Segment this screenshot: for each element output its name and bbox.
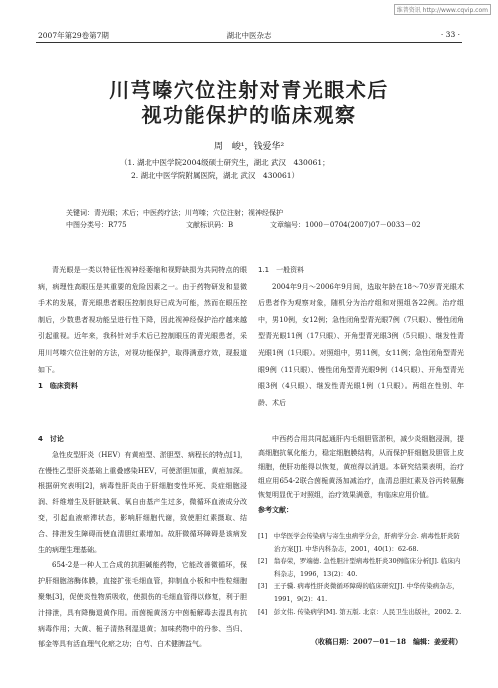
page-number: · 33 · — [440, 30, 460, 39]
general-data-column — [258, 262, 464, 411]
article-title-line2: 视功能保护的临床观察 — [141, 103, 357, 127]
authors: 周 峻¹，钱爱华² — [213, 142, 285, 152]
affiliation-2: 2. 湖北中医学院附属医院，湖北 武汉 430061） — [131, 171, 300, 180]
keywords: 关键词：青光眼；术后；中医药疗法；川芎嗪；穴位注射；视神经保护 — [66, 209, 283, 217]
watermark-stamp: 维普资讯 http://www.cqvip.com — [394, 4, 491, 15]
reference-item: [4] 彭文伟. 传染病学[M]. 第五版. 北京：人民卫生出版社，2002. 2. — [258, 607, 462, 616]
discussion-paragraph-1: 急性皮型肝炎（HEV）有黄疸型、淤胆型、病程长的特点[1]，在慢性乙型肝炎基础上重叠感染HEV，可使淤胆加重，黄疸加深。根据研究表明[2]，病毒性肝炎由于肝细胞变性坏死、炎症细胞浸润、纤维增生及肝脏缺氧、氧自由基产生过多，微循环血液成分改变，引起血液瘀滞状态，影响肝细胞代谢，致使胆红素摄取、结合、排泄发生障碍而使血清胆红素增加。故肝微循环障碍是该病发生的病理生理基础。 — [38, 450, 247, 554]
conclusion-column — [258, 432, 464, 517]
received-date: （收稿日期：2007－01－18 编辑：姜爱莉） — [311, 637, 462, 646]
conclusion-paragraph: 中西药合用共同起通肝内毛细胆管淤积，减少炎细胞浸润，提高细胞抗氧化能力，稳定细胞膜结构，从而保护肝细胞及胆管上皮细胞，使肝功能得以恢复，黄疸得以消退。本研究结果表明，治疗组应用654-2联合茵栀黄汤加减治疗，血清总胆红素及谷丙转氨酶恢复明显优于对照组，治疗效果满意，有临床应用价值。 — [258, 435, 464, 499]
article-title-line1: 川芎嗪穴位注射对青光眼术后 — [109, 78, 389, 102]
general-data-paragraph: 2004年9月～2006年9月间，选取年龄在18～70岁青光眼术后患者作为观察对象，随机分为治疗组和对照组各22例。治疗组中，男10例，女12例；急性闭角型青光眼7例（7只眼）、慢性闭角型青光眼11例（17只眼）、开角型青光眼3例（5只眼）、继发性青光眼1例（1只眼）。对照组中，男11例，女11例；急性闭角型青光眼9例（11只眼）、慢性闭角型青光眼9例（14只眼）、开角型青光眼3例（4只眼）、继发性青光眼1例（1只眼）。两组在性别、年龄、术后 — [258, 282, 464, 407]
reference-list — [258, 530, 464, 618]
discussion-column — [38, 432, 247, 653]
subsection-heading-general: 1.1 一般资料 — [258, 266, 305, 274]
references-heading: 参考文献： — [258, 506, 293, 514]
journal-name: 湖北中医杂志 — [226, 31, 272, 40]
reference-item: [2] 翁春荣，罗端德. 急性胆汁型病毒性肝炎30例临床分析[J]. 临床内科杂志，1996，13(2)：40. — [258, 557, 461, 578]
document-code: 文献标识码：B — [186, 221, 234, 229]
section-heading-clinical: 1 临床资料 — [38, 382, 78, 391]
reference-item: [1] 中华医学会传染病与寄生虫病学分会，肝病学分会. 病毒性肝炎防治方案[J]. 中华内科杂志，2001，40(1)：62-68. — [258, 532, 460, 553]
reference-item: [3] 王子骥. 病毒性肝炎微循环障碍的临床研究[J]. 中华传染病杂志，1991，9(2)：41. — [258, 582, 459, 603]
discussion-paragraph-2: 654-2是一种人工合成的抗胆碱能药物，它能改善微循环，保护肝细胞溶酶体膜，直接扩张毛细血管，抑制血小板和中性粒细胞聚集[3]，促使炎性物质吸收，使损伤的毛细血管得以修复，利于胆汁排泄，具有降酶退黄作用。而茵栀黄汤方中茵栀解毒去湿具有抗病毒作用；大黄、栀子清热利湿退黄；加味药物中的丹参、当归、郁金等具有活血理气化瘀之功；白芍、白术健脾益气。 — [38, 561, 247, 649]
affiliation-1: （1. 湖北中医学院2004级硕士研究生，湖北 武汉 430061； — [120, 158, 330, 167]
header-rule — [36, 42, 462, 43]
article-number: 文章编号：1000－0704(2007)07－0033－02 — [270, 221, 421, 229]
journal-issue: 2007年第29卷第7期 — [38, 31, 109, 40]
classification-code: 中图分类号：R775 — [66, 221, 127, 229]
affiliations — [120, 156, 330, 182]
section-heading-discussion: 4 讨论 — [38, 435, 64, 443]
intro-paragraph: 青光眼是一类以特征性视神经萎缩和视野缺损为共同特点的眼病，病理性高眼压是其重要的危险因素之一。由于药物研发和显微手术的发展，青光眼患者眼压控制良好已成为可能，然而在眼压控制后，少数患者视功能呈进行性下降，因此视神经保护治疗越来越引起重视。近年来，我科针对手术后已控制眼压的青光眼患者，采用川芎嗪穴位注射的方法，对视功能保护，取得满意疗效，现报道如下。 — [38, 266, 247, 374]
intro-column — [38, 262, 247, 395]
